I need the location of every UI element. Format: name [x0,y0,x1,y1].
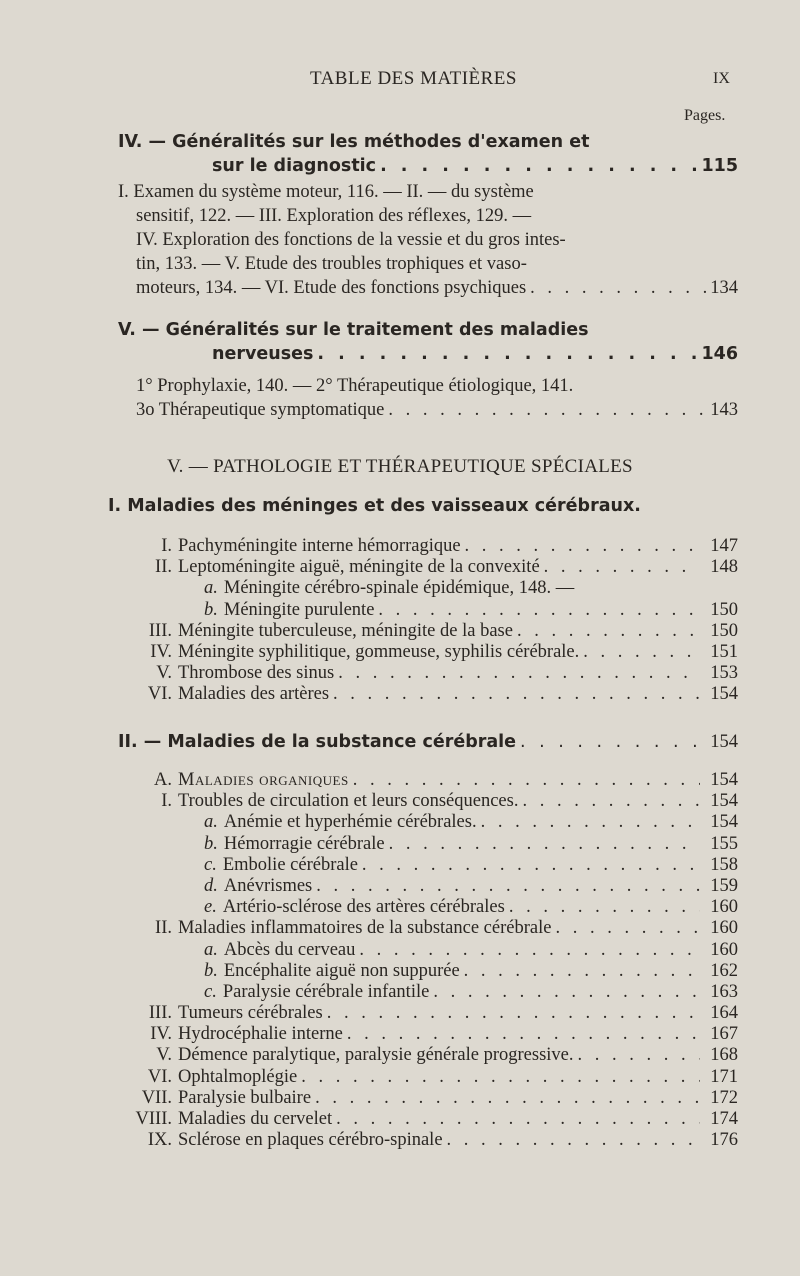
chapter-ii-heading [118,732,738,753]
dot-leader [389,834,700,855]
toc-label [178,770,349,791]
summary-line: IV. Exploration des fonctions de la vessie et du gros intes- [136,230,566,250]
toc-page: 164 [710,1003,738,1024]
dot-leader [578,1045,700,1066]
toc-label-text: Maladies des artères [178,684,330,705]
toc-label-text: Thrombose des sinus [178,663,335,684]
toc-number: VI. [147,684,172,705]
toc-label [178,1130,443,1151]
toc-row [104,1130,738,1151]
chapter-ii-title: II. — Maladies de la substance cérébrale [118,732,517,752]
summary-line: sensitif, 122. — III. Exploration des réflexes, 129. — [136,206,532,226]
toc-label-text: Paralysie bulbaire [178,1087,312,1108]
section-iv-page: 115 [701,156,738,176]
toc-page: 172 [710,1087,738,1108]
toc-number: III. [148,620,172,641]
toc-row [104,770,738,791]
toc-row [104,1067,738,1088]
dot-leader [327,1003,700,1024]
toc-label-text: Hémorragie cérébrale [223,833,385,854]
toc-page: 162 [710,960,738,981]
toc-row [104,812,738,833]
section-iv-line2 [118,154,738,178]
dot-leader [447,1130,700,1151]
dot-leader [316,876,700,897]
section-v-label: nerveuses [212,344,314,364]
toc-label [178,578,574,599]
toc-page: 163 [710,981,738,1002]
section-iv-heading [118,130,738,178]
section-v-page: 146 [701,344,738,364]
toc-label-text: Méningite syphilitique, gommeuse, syphilis cérébrale. [178,641,580,662]
toc-label [178,663,334,684]
dot-leader [315,1088,700,1109]
toc-label-text: Maladies du cervelet [178,1109,333,1129]
toc-label-text: Anémie et hyperhémie cérébrales. [223,812,477,833]
toc-label-text: Maladies inflammatoires de la substance cérébrale [178,918,552,939]
toc-page: 154 [710,770,738,790]
toc-row [104,791,738,812]
toc-page: 176 [710,1130,738,1151]
chapter-i-contents [118,536,738,706]
toc-sub-letter: b. [204,833,218,854]
section-v-summary [118,374,738,422]
toc-label-text: Anévrismes [223,875,313,896]
toc-sub-letter: b. [204,960,218,981]
toc-row [104,1024,738,1045]
toc-page: 154 [710,812,738,833]
toc-row [118,684,738,705]
toc-row [118,578,738,599]
toc-number: IV. [150,1024,172,1045]
toc-number: VIII. [135,1109,172,1129]
dot-leader [464,961,700,982]
toc-label [178,1067,297,1088]
toc-row [104,940,738,961]
section-v-line2 [118,342,738,366]
summary-page: 134 [710,278,738,298]
toc-row [118,663,738,684]
toc-sub-letter: b. [204,599,218,620]
dot-leader [530,276,706,300]
toc-page: 154 [710,684,738,705]
pages-column-label: Pages. [684,107,726,124]
toc-row [104,982,738,1003]
toc-label-text: Tumeurs cérébrales [178,1003,323,1024]
toc-label-text: Pachyméningite interne hémorragique [178,536,461,556]
dot-leader [378,600,700,621]
dot-leader [380,154,697,178]
toc-row [104,1109,738,1130]
toc-page: 153 [710,663,738,684]
toc-label-text: Sclérose en plaques cérébro-spinale [178,1130,443,1151]
toc-label-text: Embolie cérébrale [222,854,358,875]
toc-label-text: Ophtalmoplégie [178,1066,298,1087]
toc-page: 148 [710,557,738,578]
toc-label [178,855,358,876]
toc-label [178,834,385,855]
toc-label-text: Troubles de circulation et leurs conséquences. [178,791,519,812]
toc-label [178,940,355,961]
toc-page: 151 [710,641,738,662]
toc-label [178,642,579,663]
toc-label [178,791,518,812]
toc-label-text: Artério-sclérose des artères cérébrales [222,897,505,918]
toc-label [178,812,477,833]
toc-row [104,876,738,897]
toc-page: 150 [710,620,738,641]
toc-number: II. [155,918,172,939]
summary-line-last [118,276,738,300]
toc-number: III. [148,1003,172,1024]
toc-label [178,1088,311,1109]
toc-label-text: Méningite cérébro-spinale épidémique, 148. — [223,578,575,599]
toc-label [178,684,329,705]
toc-row [104,1088,738,1109]
toc-number: IX. [147,1130,172,1151]
toc-label [178,1003,323,1024]
summary-line: I. Examen du système moteur, 116. — II. — du système [118,182,534,202]
section-iv-summary [118,180,738,300]
toc-number: V. [156,663,172,684]
dot-leader [544,557,700,578]
chapter-ii-page: 154 [710,732,738,752]
dot-leader [583,642,700,663]
toc-row [118,621,738,642]
toc-row [118,557,738,578]
toc-page: 160 [710,897,738,918]
toc-label-text: Hydrocéphalie interne [178,1024,343,1045]
section-v-heading [118,318,738,366]
dot-leader [353,770,700,791]
toc-number: V. [156,1045,172,1066]
dot-leader [301,1067,700,1088]
toc-label [178,600,374,621]
toc-number: II. [155,557,172,578]
dot-leader [555,918,700,939]
dot-leader [347,1024,700,1045]
toc-label [178,1045,574,1066]
toc-page: 159 [710,875,738,896]
toc-label [178,961,460,982]
toc-label [178,1109,332,1130]
toc-number: A. [154,770,172,790]
running-header-title: TABLE DES MATIÈRES [310,68,517,89]
toc-number: I. [161,791,172,812]
dot-leader [481,812,700,833]
toc-sub-letter: c. [204,854,217,875]
toc-page: 155 [710,833,738,854]
summary-line: tin, 133. — V. Etude des troubles trophiques et vaso- [136,254,527,274]
toc-sub-letter: a. [204,812,218,833]
toc-label [178,536,461,557]
toc-label [178,897,505,918]
toc-sub-letter: e. [204,897,217,918]
toc-label [178,557,540,578]
toc-number: VII. [141,1087,172,1108]
toc-label-text: Leptoméningite aiguë, méningite de la convexité [178,557,540,578]
toc-row [118,600,738,621]
toc-row [104,918,738,939]
toc-page: 160 [710,918,738,939]
dot-leader [522,791,700,812]
toc-label-text: Méningite purulente [223,599,375,620]
toc-sub-letter: a. [204,578,218,599]
toc-label-text: Démence paralytique, paralysie générale progressive. [178,1045,574,1066]
part-title: V. — PATHOLOGIE ET THÉRAPEUTIQUE SPÉCIALES [167,456,633,477]
summary-text: 3o Thérapeutique symptomatique [136,400,385,420]
summary-text: moteurs, 134. — VI. Etude des fonctions psychiques [136,278,527,298]
running-header-page-number: IX [713,70,730,87]
toc-label-text: Méningite tuberculeuse, méningite de la base [178,620,513,641]
toc-row [118,642,738,663]
summary-line-last [118,398,738,422]
toc-sub-letter: c. [204,981,217,1002]
dot-leader [520,732,700,752]
section-iv-line1: IV. — Généralités sur les méthodes d'examen et [118,132,590,152]
summary-page: 143 [710,400,738,420]
summary-line: 1° Prophylaxie, 140. — 2° Thérapeutique étiologique, 141. [136,376,574,396]
dot-leader [333,684,700,705]
toc-label-text: Paralysie cérébrale infantile [222,981,430,1002]
toc-number: VI. [147,1066,172,1087]
dot-leader [338,663,700,684]
toc-sub-letter: d. [204,875,218,896]
toc-label [178,1024,343,1045]
dot-leader [336,1109,700,1130]
toc-page: 174 [710,1109,738,1129]
dot-leader [359,940,700,961]
dot-leader [362,855,700,876]
toc-row [104,1045,738,1066]
dot-leader [433,982,700,1003]
section-iv-label: sur le diagnostic [212,156,377,176]
toc-row [104,961,738,982]
chapter-i-title: I. Maladies des méninges et des vaisseaux cérébraux. [108,496,641,516]
toc-page: 167 [710,1024,738,1045]
dot-leader [509,897,700,918]
dot-leader [317,342,697,366]
toc-page: 154 [710,791,738,812]
chapter-ii-row [118,732,738,753]
toc-label [178,876,312,897]
toc-row [104,834,738,855]
toc-page: 158 [710,854,738,875]
toc-page: 147 [710,536,738,556]
toc-label-text: Maladies organiques [178,770,349,790]
toc-label [178,982,429,1003]
toc-label-text: Encéphalite aiguë non suppurée [223,960,460,981]
toc-label [178,621,513,642]
toc-page: 168 [710,1045,738,1066]
section-v-line1: V. — Généralités sur le traitement des maladies [118,320,589,340]
toc-number: I. [161,536,172,556]
toc-page: 160 [710,939,738,960]
dot-leader [517,621,700,642]
toc-page: 171 [710,1066,738,1087]
chapter-ii-contents [104,770,738,1151]
toc-sub-letter: a. [204,939,218,960]
toc-page: 150 [710,599,738,620]
toc-label [178,918,551,939]
toc-label-text: Abcès du cerveau [223,939,356,960]
toc-row [118,536,738,557]
toc-row [104,1003,738,1024]
dot-leader [388,398,706,422]
dot-leader [465,536,700,557]
toc-row [104,897,738,918]
toc-number: IV. [150,641,172,662]
toc-row [104,855,738,876]
